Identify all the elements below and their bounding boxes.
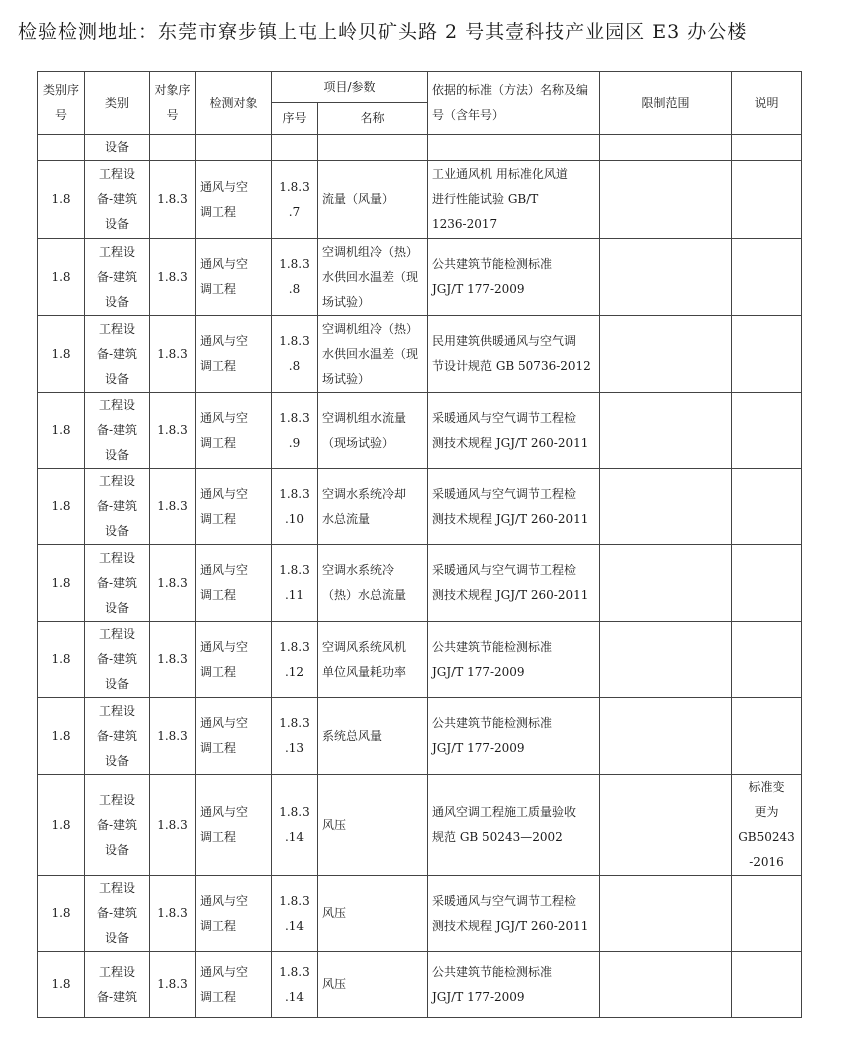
table-row [38, 876, 802, 952]
category-cell [85, 775, 150, 876]
category-cell-line: 工程设 [98, 398, 135, 412]
category-cell-line: 工程设 [98, 881, 135, 895]
seq-cell [272, 469, 318, 545]
continuation-row [38, 135, 802, 161]
header-test-object: 检测对象 [196, 72, 272, 135]
category-no-cell-line: 1.8 [51, 575, 71, 590]
category-cell-line: 设备 [104, 371, 129, 386]
standard-cell [428, 775, 600, 876]
note-cell [732, 239, 802, 316]
category-cell-line: 备-建筑 [96, 652, 138, 666]
item-name-cell-line: 空调水系统冷 [322, 563, 395, 577]
category-no-cell-line: 1.8 [51, 817, 71, 832]
item-name-cell [318, 393, 428, 469]
standard-cell-line: JGJ/T 177-2009 [432, 741, 525, 755]
category-no-cell [38, 239, 85, 316]
item-name-cell [318, 469, 428, 545]
seq-cell-line: 1.8.3 [279, 334, 310, 348]
category-cell [85, 161, 150, 239]
item-name-cell [318, 952, 428, 1018]
item-name-cell-line: 水总流量 [322, 511, 371, 526]
table-row [38, 952, 802, 1018]
object-no-cell-line: 1.8.3 [157, 575, 188, 590]
note-cell-line: 标准变 [748, 780, 785, 794]
standard-cell-line: 公共建筑节能检测标准 [432, 716, 553, 730]
seq-cell-line: 1.8.3 [279, 805, 310, 819]
page-title: 检验检测地址：东莞市寮步镇上屯上岭贝矿头路 2 号其壹科技产业园区 E3 办公楼 [18, 21, 748, 43]
category-no-cell-line: 1.8 [51, 652, 71, 666]
standard-cell-line: 测技术规程 JGJ/T 260-2011 [432, 435, 589, 450]
note-cell [732, 161, 802, 239]
header-note: 说明 [732, 72, 802, 135]
limit-cell [600, 622, 732, 698]
seq-cell-line: 1.8.3 [279, 716, 310, 730]
header-standard: 依据的标准（方法）名称及编号（含年号） [428, 72, 600, 135]
category-cell-line: 工程设 [98, 244, 135, 259]
test-object-cell [196, 316, 272, 393]
seq-cell [272, 622, 318, 698]
category-no-cell-line: 1.8 [51, 499, 71, 513]
seq-cell-line: .7 [288, 204, 301, 219]
category-no-cell [38, 622, 85, 698]
category-no-cell [38, 952, 85, 1018]
standard-cell-line: 规范 GB 50243—2002 [432, 830, 563, 844]
header-item-param: 项目/参数 [272, 72, 428, 103]
note-cell [732, 775, 802, 876]
seq-cell [272, 775, 318, 876]
category-no-cell [38, 775, 85, 876]
category-cell-line: 备-建筑 [96, 346, 138, 361]
category-no-cell [38, 469, 85, 545]
seq-cell-line: .8 [288, 359, 301, 373]
item-name-cell-line: （现场试验） [322, 435, 395, 450]
seq-cell-line: 1.8.3 [279, 964, 310, 979]
item-name-cell-line: 空调风系统风机 [322, 639, 407, 654]
standard-cell-line: 公共建筑节能检测标准 [432, 639, 553, 654]
note-cell [732, 545, 802, 622]
seq-cell-line: 1.8.3 [279, 410, 310, 425]
object-no-cell [150, 393, 196, 469]
category-cell-line: 备-建筑 [96, 423, 138, 437]
test-object-cell-line: 调工程 [200, 664, 237, 679]
object-no-cell-line: 1.8.3 [157, 652, 188, 666]
category-no-cell-line: 1.8 [51, 906, 71, 920]
seq-cell-line: 1.8.3 [279, 639, 310, 654]
table-row [38, 545, 802, 622]
standard-cell-line: 通风空调工程施工质量验收 [432, 805, 577, 819]
table-row [38, 161, 802, 239]
category-no-cell-line: 1.8 [51, 977, 71, 991]
category-cell-line: 工程设 [98, 474, 135, 488]
item-name-cell [318, 545, 428, 622]
category-cell-line: 设备 [104, 294, 129, 309]
test-object-cell [196, 622, 272, 698]
item-name-cell [318, 161, 428, 239]
category-cell-line: 工程设 [98, 703, 135, 718]
test-object-cell-line: 通风与空 [200, 257, 249, 271]
category-cell-line: 设备 [104, 448, 129, 462]
category-cell [85, 239, 150, 316]
item-name-cell-line: 风压 [322, 977, 347, 991]
category-cell [85, 952, 150, 1018]
standard-cell-line: 公共建筑节能检测标准 [432, 257, 553, 271]
seq-cell-line: 1.8.3 [279, 486, 310, 501]
limit-cell [600, 316, 732, 393]
seq-cell-line: .9 [288, 435, 301, 450]
test-object-cell-line: 调工程 [200, 282, 237, 296]
note-cell [732, 622, 802, 698]
seq-cell [272, 952, 318, 1018]
category-cell-line: 备-建筑 [96, 906, 138, 920]
object-no-cell [150, 239, 196, 316]
standard-cell-line: 测技术规程 JGJ/T 260-2011 [432, 511, 589, 526]
seq-cell-line: .14 [284, 830, 305, 844]
standard-cell-line: 工业通风机 用标准化风道 [432, 167, 568, 181]
item-name-cell-line: 水供回水温差（现 [322, 346, 419, 361]
category-cell-line: 备-建筑 [96, 728, 138, 743]
category-cell [85, 622, 150, 698]
header-object-no: 对象序号 [150, 72, 196, 135]
category-cell-line: 备-建筑 [96, 989, 138, 1004]
object-no-cell [150, 316, 196, 393]
category-cell-line: 备-建筑 [96, 499, 138, 513]
test-object-cell [196, 545, 272, 622]
object-no-cell-line: 1.8.3 [157, 906, 188, 920]
test-object-cell-line: 调工程 [200, 588, 237, 602]
category-cell-line: 工程设 [98, 964, 135, 979]
table-row [38, 316, 802, 393]
category-cell-line: 设备 [104, 217, 129, 231]
seq-cell-line: 1.8.3 [279, 563, 310, 577]
category-no-cell-line: 1.8 [51, 192, 71, 206]
category-cell-line: 设备 [104, 677, 129, 691]
seq-cell [272, 698, 318, 775]
seq-cell-line: 1.8.3 [279, 179, 310, 194]
standard-cell-line: 进行性能试验 GB/T [432, 192, 539, 206]
limit-cell [600, 952, 732, 1018]
seq-cell-line: 1.8.3 [279, 893, 310, 908]
object-no-cell [150, 622, 196, 698]
object-no-cell-line: 1.8.3 [157, 977, 188, 991]
object-no-cell [150, 876, 196, 952]
seq-cell-line: .14 [284, 989, 305, 1004]
category-no-cell [38, 876, 85, 952]
object-no-cell-line: 1.8.3 [157, 728, 188, 743]
standard-cell-line: JGJ/T 177-2009 [432, 664, 525, 679]
seq-cell [272, 545, 318, 622]
category-cell [85, 316, 150, 393]
standard-cell-line: 测技术规程 JGJ/T 260-2011 [432, 918, 589, 933]
note-cell [732, 469, 802, 545]
table-row [38, 622, 802, 698]
object-no-cell [150, 698, 196, 775]
test-object-cell-line: 调工程 [200, 741, 237, 755]
category-no-cell [38, 316, 85, 393]
item-name-cell-line: 单位风量耗功率 [322, 664, 407, 679]
category-no-cell-line: 1.8 [51, 346, 71, 361]
category-cell [85, 393, 150, 469]
test-object-cell-line: 调工程 [200, 204, 237, 219]
item-name-cell [318, 876, 428, 952]
continuation-category: 设备 [85, 135, 150, 161]
category-no-cell [38, 161, 85, 239]
test-object-cell [196, 952, 272, 1018]
object-no-cell-line: 1.8.3 [157, 346, 188, 361]
limit-cell [600, 393, 732, 469]
test-object-cell-line: 调工程 [200, 359, 237, 373]
object-no-cell [150, 545, 196, 622]
standard-cell [428, 698, 600, 775]
category-cell-line: 设备 [104, 524, 129, 538]
category-cell-line: 设备 [104, 931, 129, 945]
test-object-cell-line: 通风与空 [200, 639, 249, 654]
standard-cell [428, 469, 600, 545]
limit-cell [600, 698, 732, 775]
item-name-cell [318, 698, 428, 775]
table-row [38, 469, 802, 545]
seq-cell-line: .11 [284, 588, 305, 602]
test-object-cell [196, 393, 272, 469]
category-cell-line: 设备 [104, 600, 129, 615]
standard-cell [428, 316, 600, 393]
test-object-cell [196, 161, 272, 239]
object-no-cell-line: 1.8.3 [157, 817, 188, 832]
standard-cell-line: 1236-2017 [432, 217, 498, 231]
table-row [38, 239, 802, 316]
category-cell-line: 备-建筑 [96, 192, 138, 206]
standard-cell [428, 545, 600, 622]
item-name-cell-line: 流量（风量） [322, 192, 395, 206]
seq-cell [272, 239, 318, 316]
seq-cell [272, 161, 318, 239]
item-name-cell-line: 空调机组冷（热） [322, 244, 419, 259]
limit-cell [600, 775, 732, 876]
category-cell-line: 工程设 [98, 627, 135, 641]
object-no-cell-line: 1.8.3 [157, 192, 188, 206]
category-cell-line: 设备 [104, 753, 129, 768]
category-no-cell-line: 1.8 [51, 269, 71, 284]
category-cell-line: 备-建筑 [96, 817, 138, 832]
test-object-cell [196, 876, 272, 952]
category-cell-line: 设备 [104, 842, 129, 857]
item-name-cell-line: 场试验） [322, 294, 371, 309]
test-object-cell [196, 239, 272, 316]
category-no-cell [38, 545, 85, 622]
standard-cell-line: 民用建筑供暖通风与空气调 [432, 334, 577, 348]
seq-cell-line: .13 [284, 741, 305, 755]
test-object-cell-line: 调工程 [200, 511, 237, 526]
item-name-cell-line: 风压 [322, 906, 347, 920]
standard-cell [428, 952, 600, 1018]
seq-cell-line: .14 [284, 918, 305, 933]
category-no-cell [38, 393, 85, 469]
category-no-cell [38, 698, 85, 775]
item-name-cell-line: 空调机组水流量 [322, 410, 407, 425]
table-row [38, 775, 802, 876]
item-name-cell-line: （热）水总流量 [322, 588, 407, 602]
category-cell-line: 备-建筑 [96, 575, 138, 590]
standard-cell-line: 采暖通风与空气调节工程检 [432, 893, 577, 908]
item-name-cell-line: 系统总风量 [322, 728, 383, 743]
seq-cell [272, 393, 318, 469]
test-object-cell-line: 调工程 [200, 435, 237, 450]
category-cell [85, 469, 150, 545]
item-name-cell [318, 239, 428, 316]
item-name-cell-line: 空调水系统冷却 [322, 486, 407, 501]
standard-cell-line: 采暖通风与空气调节工程检 [432, 486, 577, 501]
seq-cell-line: .12 [284, 664, 305, 679]
standard-cell-line: 公共建筑节能检测标准 [432, 964, 553, 979]
category-cell-line: 工程设 [98, 550, 135, 565]
note-cell-line: -2016 [749, 855, 784, 869]
header-limit: 限制范围 [600, 72, 732, 135]
item-name-cell [318, 622, 428, 698]
seq-cell [272, 876, 318, 952]
object-no-cell [150, 161, 196, 239]
item-name-cell-line: 场试验） [322, 371, 371, 386]
item-name-cell-line: 空调机组冷（热） [322, 321, 419, 336]
item-name-cell-line: 水供回水温差（现 [322, 269, 419, 284]
table-row [38, 393, 802, 469]
test-object-cell-line: 调工程 [200, 830, 237, 844]
standard-cell-line: JGJ/T 177-2009 [432, 282, 525, 296]
standard-cell [428, 239, 600, 316]
note-cell [732, 876, 802, 952]
category-cell-line: 备-建筑 [96, 269, 138, 284]
limit-cell [600, 239, 732, 316]
category-cell-line: 工程设 [98, 792, 135, 807]
category-cell [85, 876, 150, 952]
category-no-cell-line: 1.8 [51, 728, 71, 743]
test-object-cell-line: 通风与空 [200, 410, 249, 425]
test-object-cell-line: 调工程 [200, 989, 237, 1004]
header-seq: 序号 [272, 103, 318, 135]
seq-cell-line: .8 [288, 282, 301, 296]
object-no-cell [150, 469, 196, 545]
note-cell [732, 393, 802, 469]
test-object-cell [196, 698, 272, 775]
header-category: 类别 [85, 72, 150, 135]
standard-cell [428, 622, 600, 698]
standard-cell [428, 161, 600, 239]
standard-cell-line: JGJ/T 177-2009 [432, 989, 525, 1004]
test-object-cell-line: 通风与空 [200, 716, 249, 730]
standard-cell-line: 采暖通风与空气调节工程检 [432, 410, 577, 425]
standard-cell-line: 采暖通风与空气调节工程检 [432, 563, 577, 577]
test-object-cell [196, 469, 272, 545]
note-cell-line: 更为 [754, 805, 779, 819]
test-object-cell [196, 775, 272, 876]
category-cell-line: 工程设 [98, 321, 135, 336]
item-name-cell [318, 775, 428, 876]
test-object-cell-line: 通风与空 [200, 893, 249, 908]
standard-cell [428, 393, 600, 469]
note-cell [732, 316, 802, 393]
test-object-cell-line: 通风与空 [200, 805, 249, 819]
seq-cell-line: .10 [284, 511, 305, 526]
test-object-cell-line: 通风与空 [200, 964, 249, 979]
test-object-cell-line: 通风与空 [200, 563, 249, 577]
item-name-cell [318, 316, 428, 393]
limit-cell [600, 161, 732, 239]
item-name-cell-line: 风压 [322, 817, 347, 832]
object-no-cell-line: 1.8.3 [157, 269, 188, 284]
standard-cell-line: 节设计规范 GB 50736-2012 [432, 359, 591, 373]
note-cell-line: GB50243 [738, 830, 795, 844]
limit-cell [600, 876, 732, 952]
table-row [38, 698, 802, 775]
test-object-cell-line: 调工程 [200, 918, 237, 933]
standard-cell [428, 876, 600, 952]
object-no-cell [150, 952, 196, 1018]
limit-cell [600, 469, 732, 545]
seq-cell-line: 1.8.3 [279, 257, 310, 271]
test-scope-table [37, 71, 802, 1018]
test-object-cell-line: 通风与空 [200, 179, 249, 194]
standard-cell-line: 测技术规程 JGJ/T 260-2011 [432, 588, 589, 602]
seq-cell [272, 316, 318, 393]
limit-cell [600, 545, 732, 622]
object-no-cell [150, 775, 196, 876]
object-no-cell-line: 1.8.3 [157, 499, 188, 513]
header-category-no: 类别序号 [38, 72, 85, 135]
category-no-cell-line: 1.8 [51, 423, 71, 437]
note-cell [732, 952, 802, 1018]
object-no-cell-line: 1.8.3 [157, 423, 188, 437]
note-cell [732, 698, 802, 775]
category-cell-line: 工程设 [98, 167, 135, 181]
test-object-cell-line: 通风与空 [200, 334, 249, 348]
category-cell [85, 545, 150, 622]
category-cell [85, 698, 150, 775]
test-object-cell-line: 通风与空 [200, 486, 249, 501]
header-name: 名称 [318, 103, 428, 135]
